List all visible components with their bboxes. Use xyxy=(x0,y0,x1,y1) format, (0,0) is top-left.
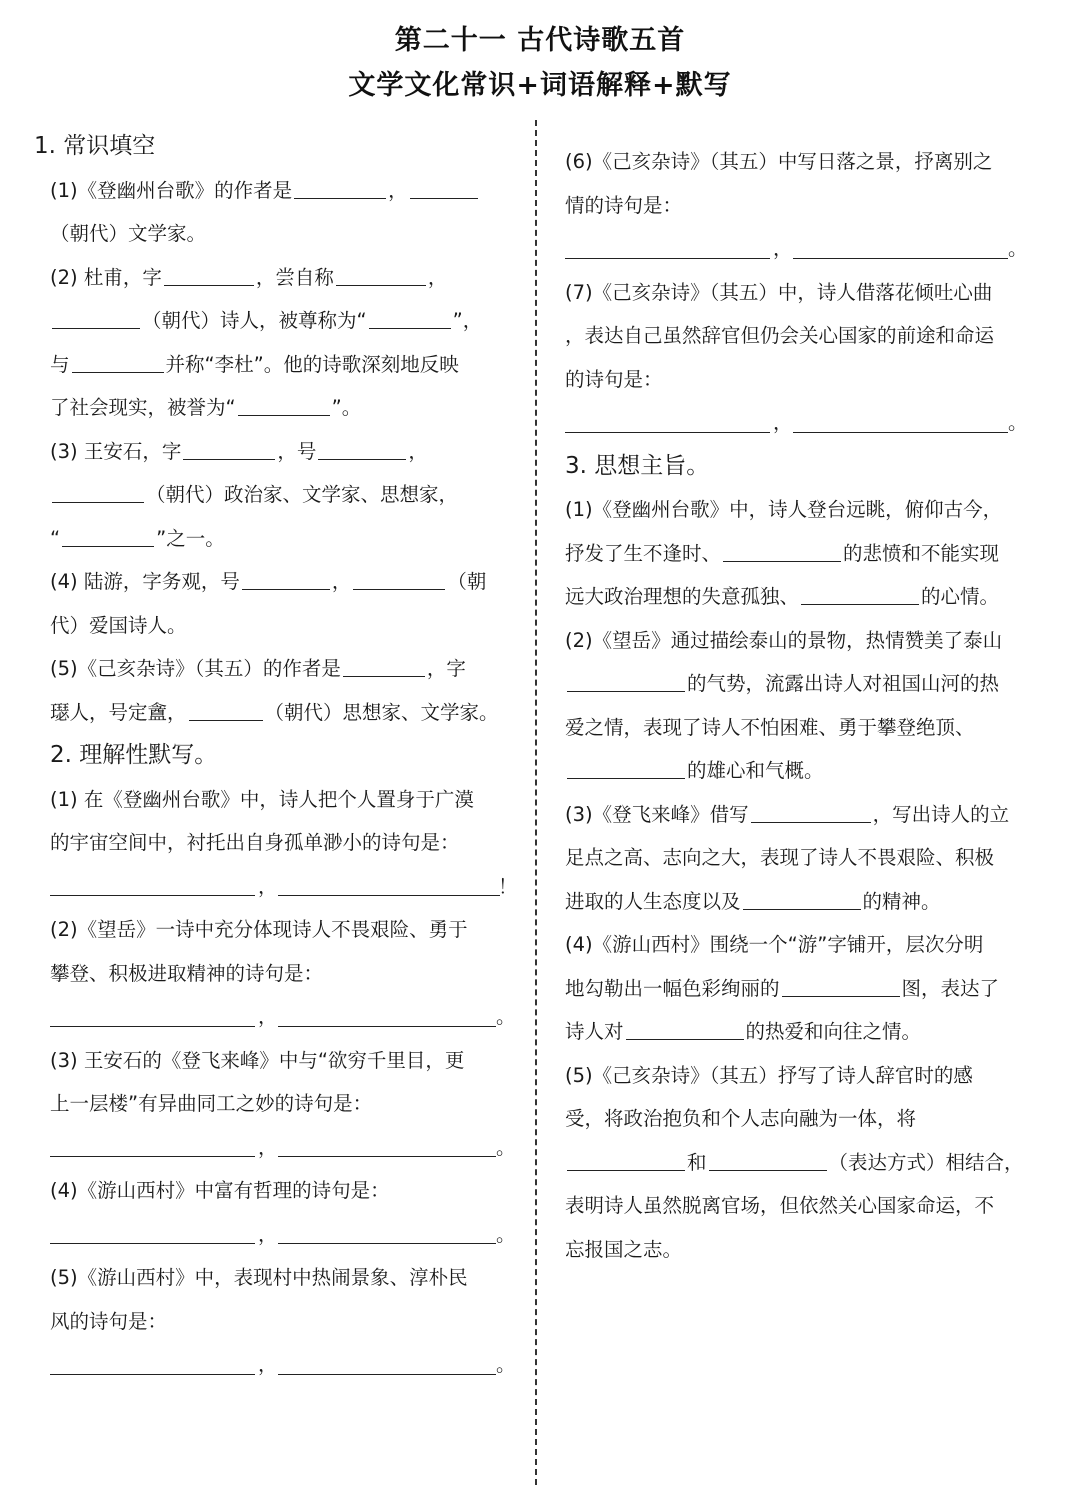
p3-line-1: (3)《登飞来峰》借写 ，写出诗人的立 xyxy=(565,802,1010,826)
p2-line-1: (2)《望岳》通过描绘泰山的景物，热情赞美了泰山 xyxy=(565,628,1003,652)
s1-line-13: 璱人，号定盦， （朝代）思想家、文学家。 xyxy=(50,700,499,724)
fill-blank[interactable] xyxy=(567,758,685,779)
fill-blank[interactable] xyxy=(52,482,144,503)
answer-blank[interactable] xyxy=(278,1025,496,1027)
s2-q5-line-2: 风的诗句是： xyxy=(50,1309,168,1333)
s1-line-8: （朝代）政治家、文学家、思想家， xyxy=(50,473,525,517)
answer-line: ， 。 xyxy=(565,401,1055,445)
answer-blank[interactable] xyxy=(565,431,770,433)
fill-blank[interactable] xyxy=(723,541,841,562)
q7-line-3: 的诗句是： xyxy=(565,367,663,391)
s2-q4-line-1: (4)《游山西村》中富有哲理的诗句是： xyxy=(50,1179,390,1202)
answer-blank[interactable] xyxy=(278,1155,496,1157)
s1-line-5: 与 并称“李杜”。他的诗歌深刻地反映 xyxy=(50,352,459,376)
answer-line: ， ！ xyxy=(50,865,525,909)
answer-blank[interactable] xyxy=(278,894,500,896)
fill-blank[interactable] xyxy=(318,439,406,460)
s1-line-9: “ ”之一。 xyxy=(50,526,225,550)
fill-blank[interactable] xyxy=(410,178,478,199)
s2-q2-line-2: 攀登、积极进取精神的诗句是： xyxy=(50,961,324,985)
p1-line-1: (1)《登幽州台歌》中，诗人登台远眺，俯仰古今， xyxy=(565,498,1003,521)
s2-q3-line-2: 上一层楼”有异曲同工之妙的诗句是： xyxy=(50,1092,373,1115)
s1-line-6: 了社会现实，被誉为“ ”。 xyxy=(50,396,362,419)
section-heading-2: 2. 理解性默写。 xyxy=(50,742,218,768)
q7-line-2: ，表达自己虽然辞官但仍会关心国家的前途和命运 xyxy=(565,324,995,347)
s2-q2-line-1: (2)《望岳》一诗中充分体现诗人不畏艰险、勇于 xyxy=(50,918,468,941)
p5-line-2: 受，将政治抱负和个人志向融为一体，将 xyxy=(565,1107,917,1130)
s1-line-12: (5)《己亥杂诗》（其五）的作者是 ，字 xyxy=(50,657,466,680)
p2-line-4: 的雄心和气概。 xyxy=(565,749,1055,793)
left-column xyxy=(34,125,525,1387)
answer-blank[interactable] xyxy=(793,257,1008,259)
answer-blank[interactable] xyxy=(50,1155,255,1157)
s1-line-7: (3) 王安石，字 ，号 ， xyxy=(50,439,428,463)
fill-blank[interactable] xyxy=(567,1150,685,1171)
answer-blank[interactable] xyxy=(50,894,255,896)
answer-blank[interactable] xyxy=(50,1373,255,1375)
fill-blank[interactable] xyxy=(369,308,451,329)
answer-blank[interactable] xyxy=(278,1242,496,1244)
p2-line-3: 爱之情，表现了诗人不怕困难、勇于攀登绝顶、 xyxy=(565,715,975,739)
fill-blank[interactable] xyxy=(183,439,275,460)
answer-line: ， 。 xyxy=(50,995,525,1039)
fill-blank[interactable] xyxy=(189,700,263,721)
s2-q1-line-2: 的宇宙空间中，衬托出自身孤单渺小的诗句是： xyxy=(50,831,460,854)
fill-blank[interactable] xyxy=(294,178,386,199)
fill-blank[interactable] xyxy=(72,352,164,373)
answer-blank[interactable] xyxy=(50,1242,255,1244)
fill-blank[interactable] xyxy=(52,308,140,329)
fill-blank[interactable] xyxy=(336,265,426,286)
s1-line-4: （朝代）诗人，被尊称为“ ”， xyxy=(50,299,525,343)
answer-blank[interactable] xyxy=(50,1025,255,1027)
s1-line-1: (1)《登幽州台歌》的作者是 ， xyxy=(50,169,525,213)
s1-line-2: （朝代）文学家。 xyxy=(50,222,207,245)
p4-line-1: (4)《游山西村》围绕一个“游”字铺开，层次分明 xyxy=(565,933,984,956)
fill-blank[interactable] xyxy=(164,265,254,286)
fill-blank[interactable] xyxy=(743,889,861,910)
q6-line-1: (6)《己亥杂诗》（其五）中写日落之景，抒离别之 xyxy=(565,150,993,173)
s2-q3-line-1: (3) 王安石的《登飞来峰》中与“欲穷千里目，更 xyxy=(50,1048,465,1072)
fill-blank[interactable] xyxy=(567,671,685,692)
p5-line-5: 忘报国之志。 xyxy=(565,1237,683,1261)
p3-line-2: 足点之高、志向之大，表现了诗人不畏艰险、积极 xyxy=(565,846,995,869)
answer-line: ， 。 xyxy=(50,1126,525,1170)
fill-blank[interactable] xyxy=(242,569,330,590)
fill-blank[interactable] xyxy=(238,395,330,416)
answer-blank[interactable] xyxy=(565,257,770,259)
p5-line-3: 和 （表达方式）相结合， xyxy=(565,1141,1055,1185)
p4-line-2: 地勾勒出一幅色彩绚丽的 图，表达了 xyxy=(565,976,1000,1000)
fill-blank[interactable] xyxy=(343,656,425,677)
fill-blank[interactable] xyxy=(709,1150,827,1171)
fill-blank[interactable] xyxy=(751,802,871,823)
section-heading-3: 3. 思想主旨。 xyxy=(565,452,710,479)
s1-line-10: (4) 陆游，字务观，号 ， （朝 xyxy=(50,570,487,593)
page-title: 第二十一 古代诗歌五首 xyxy=(394,25,686,56)
s2-q1-line-1: (1) 在《登幽州台歌》中，诗人把个人置身于广漠 xyxy=(50,787,474,811)
q6-line-2: 情的诗句是： xyxy=(565,193,683,217)
answer-line: ， 。 xyxy=(565,227,1055,271)
p2-line-2: 的气势，流露出诗人对祖国山河的热 xyxy=(565,662,1055,706)
fill-blank[interactable] xyxy=(626,1019,744,1040)
section-heading-1: 1. 常识填空 xyxy=(34,133,156,159)
page-subtitle: 文学文化常识+词语解释+默写 xyxy=(348,70,732,101)
s2-q5-line-1: (5)《游山西村》中，表现村中热闹景象、淳朴民 xyxy=(50,1266,468,1289)
p1-line-3: 远大政治理想的失意孤独、 的心情。 xyxy=(565,585,1000,608)
s1-line-3: (2) 杜甫，字 ，尝自称 ， xyxy=(50,265,448,289)
p5-line-1: (5)《己亥杂诗》（其五）抒写了诗人辞官时的感 xyxy=(565,1063,973,1087)
p4-line-3: 诗人对 的热爱和向往之情。 xyxy=(565,1020,922,1043)
fill-blank[interactable] xyxy=(801,584,919,605)
answer-line: ， 。 xyxy=(50,1343,525,1387)
p5-line-4: 表明诗人虽然脱离官场，但依然关心国家命运，不 xyxy=(565,1194,995,1217)
right-column xyxy=(565,140,1055,1271)
p1-line-2: 抒发了生不逢时、 的悲愤和不能实现 xyxy=(565,541,1000,565)
fill-blank[interactable] xyxy=(62,526,154,547)
answer-blank[interactable] xyxy=(793,431,1008,433)
answer-line: ， 。 xyxy=(50,1213,525,1257)
q7-line-1: (7)《己亥杂诗》（其五）中，诗人借落花倾吐心曲 xyxy=(565,280,993,304)
answer-blank[interactable] xyxy=(278,1373,496,1375)
fill-blank[interactable] xyxy=(353,569,445,590)
column-divider xyxy=(535,120,537,1485)
s1-line-11: 代）爱国诗人。 xyxy=(50,613,187,637)
fill-blank[interactable] xyxy=(782,976,900,997)
p3-line-3: 进取的人生态度以及 的精神。 xyxy=(565,889,941,913)
